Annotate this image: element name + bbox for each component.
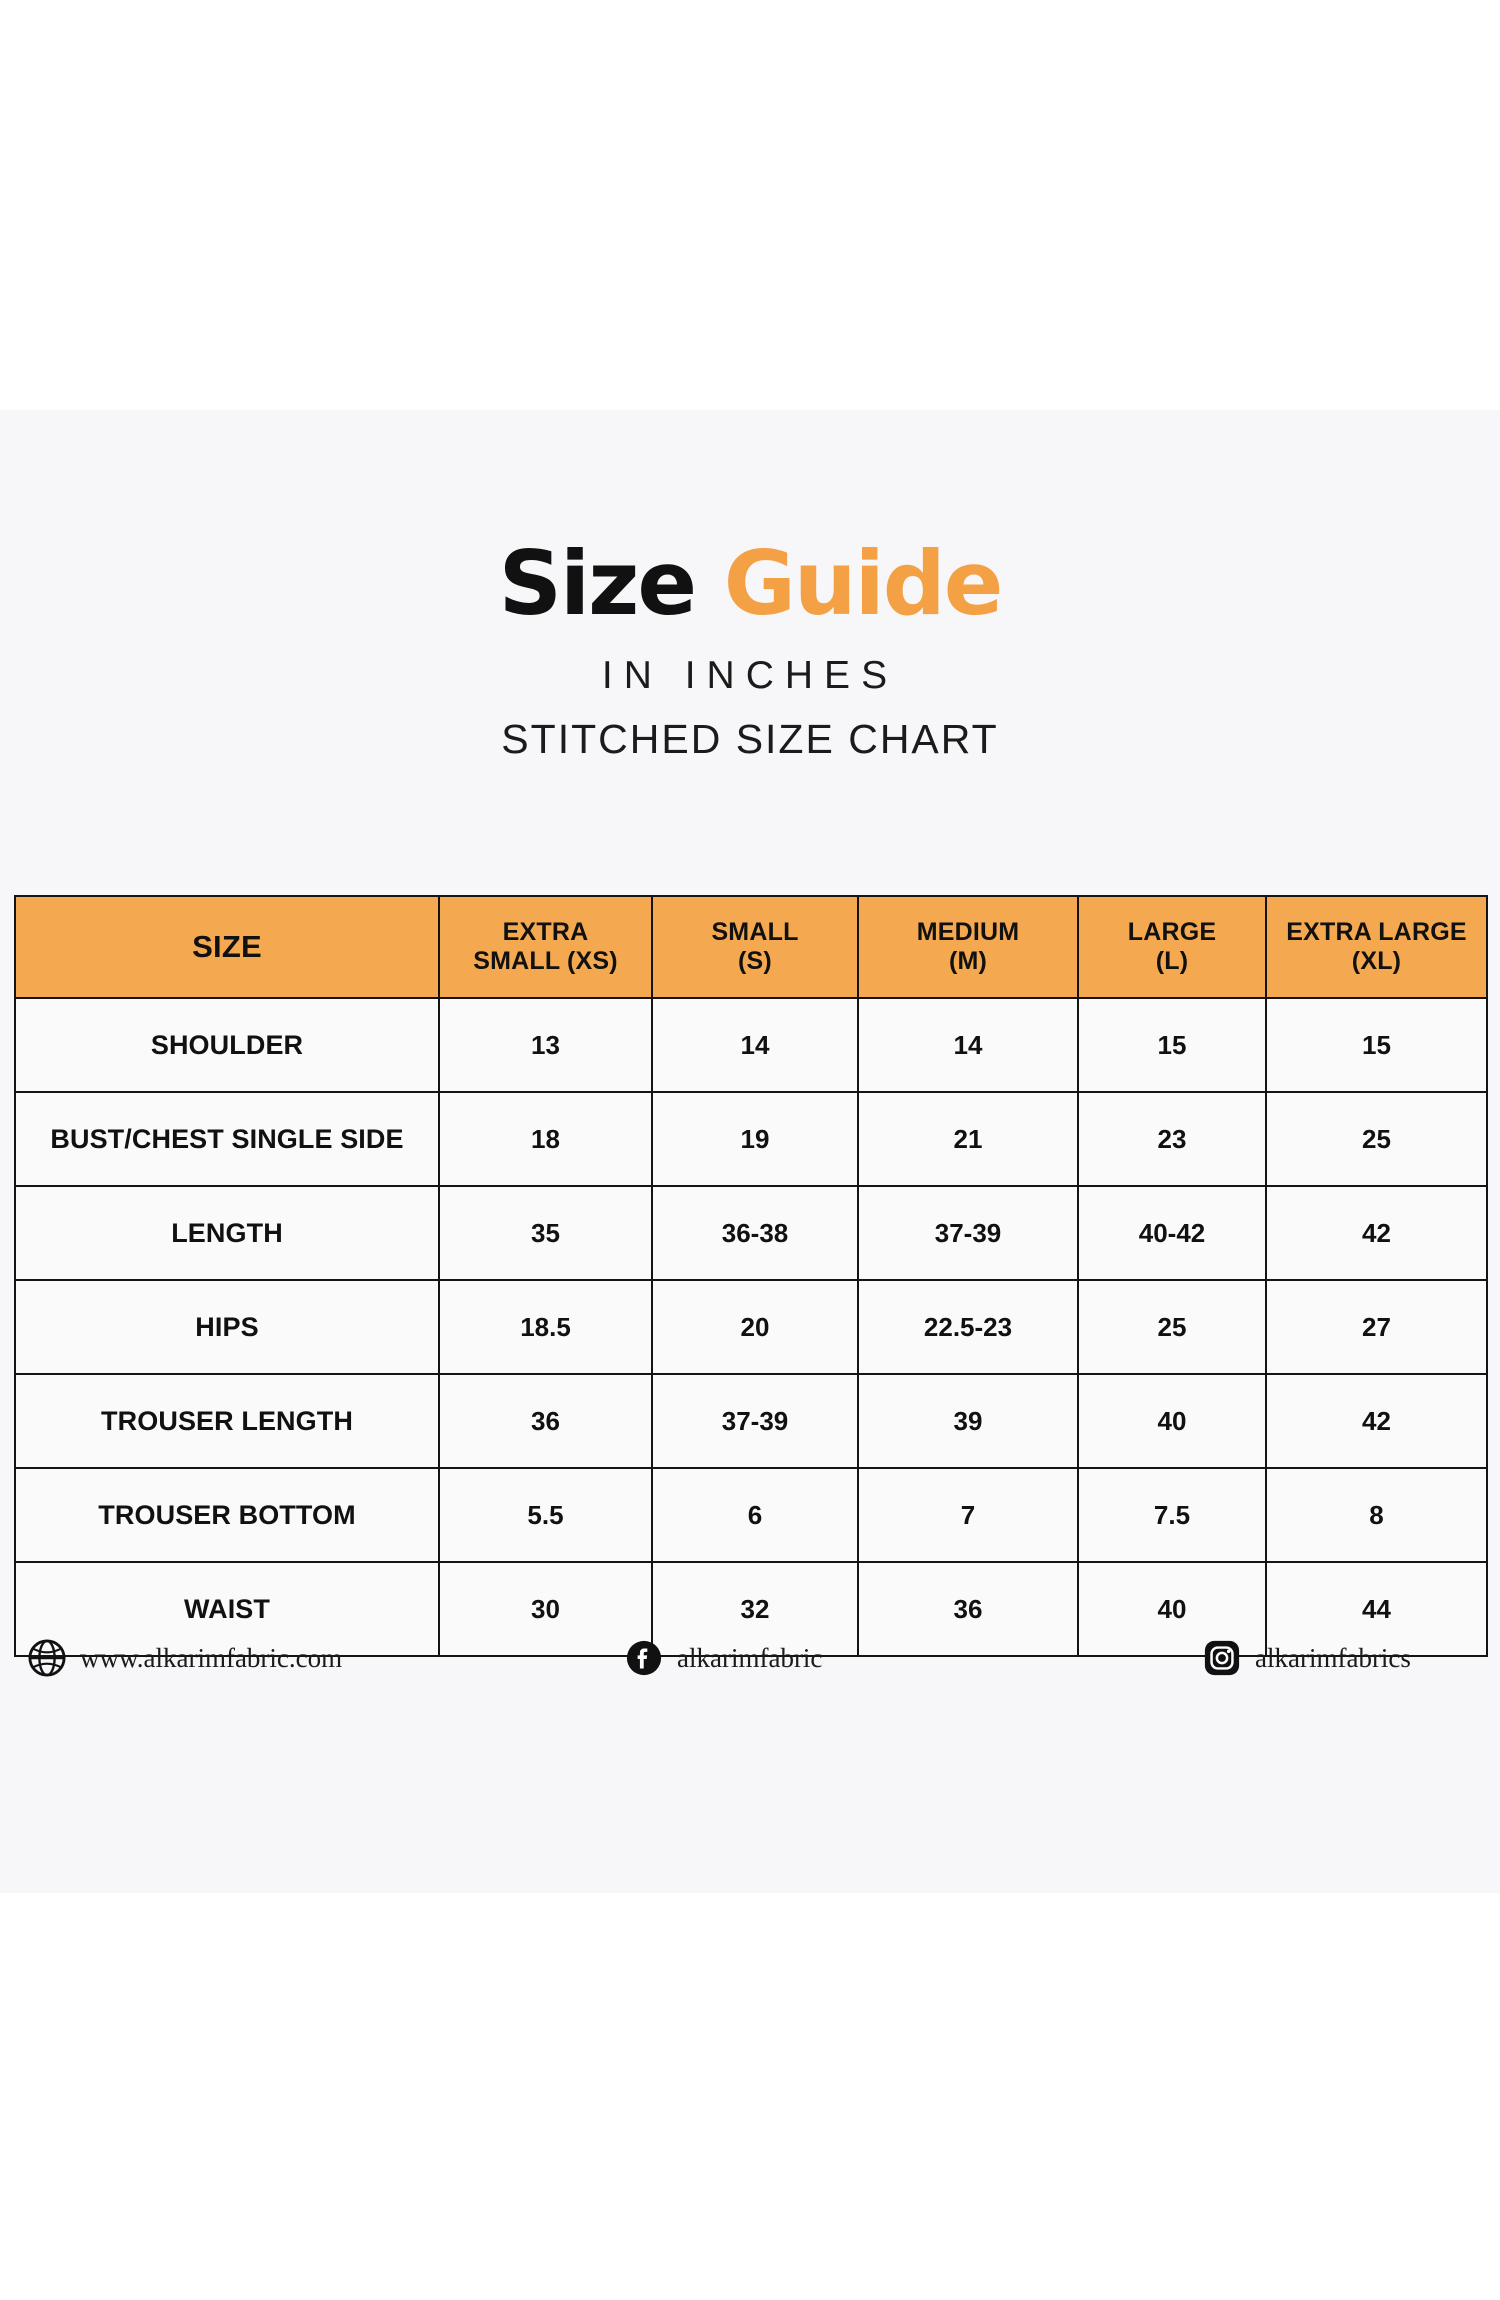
title-block <box>0 532 1500 763</box>
row-label: TROUSER BOTTOM <box>15 1468 439 1562</box>
cell-s: 14 <box>652 998 858 1092</box>
cell-l: 40 <box>1078 1374 1266 1468</box>
footer-website[interactable] <box>28 1639 342 1677</box>
cell-m: 37-39 <box>858 1186 1078 1280</box>
table-row <box>15 1468 1487 1562</box>
cell-xs: 18.5 <box>439 1280 652 1374</box>
cell-xl: 42 <box>1266 1374 1487 1468</box>
column-header-xl: EXTRA LARGE (XL) <box>1266 896 1487 998</box>
cell-s: 32 <box>652 1562 858 1656</box>
cell-l: 40-42 <box>1078 1186 1266 1280</box>
footer-facebook-label: alkarimfabric <box>677 1642 823 1673</box>
row-label: SHOULDER <box>15 998 439 1092</box>
cell-l: 25 <box>1078 1280 1266 1374</box>
subtitle-chart-type: STITCHED SIZE CHART <box>501 716 999 762</box>
cell-xl: 8 <box>1266 1468 1487 1562</box>
title-word-guide: Guide <box>723 532 1002 635</box>
cell-xl: 27 <box>1266 1280 1487 1374</box>
cell-xs: 13 <box>439 998 652 1092</box>
title-word-size: Size <box>498 532 696 635</box>
table-row <box>15 998 1487 1092</box>
cell-xl: 15 <box>1266 998 1487 1092</box>
cell-s: 36-38 <box>652 1186 858 1280</box>
cell-l: 15 <box>1078 998 1266 1092</box>
row-label: HIPS <box>15 1280 439 1374</box>
cell-m: 36 <box>858 1562 1078 1656</box>
cell-xl: 42 <box>1266 1186 1487 1280</box>
cell-l: 40 <box>1078 1562 1266 1656</box>
column-header-size: SIZE <box>15 896 439 998</box>
cell-xs: 18 <box>439 1092 652 1186</box>
footer-website-label: www.alkarimfabric.com <box>80 1642 343 1673</box>
row-label: BUST/CHEST SINGLE SIDE <box>15 1092 439 1186</box>
table-row <box>15 1092 1487 1186</box>
row-label: WAIST <box>15 1562 439 1656</box>
cell-s: 20 <box>652 1280 858 1374</box>
cell-m: 22.5-23 <box>858 1280 1078 1374</box>
cell-xs: 5.5 <box>439 1468 652 1562</box>
cell-xs: 30 <box>439 1562 652 1656</box>
cell-xl: 25 <box>1266 1092 1487 1186</box>
cell-xs: 36 <box>439 1374 652 1468</box>
cell-m: 39 <box>858 1374 1078 1468</box>
globe-icon <box>28 1639 66 1677</box>
cell-m: 14 <box>858 998 1078 1092</box>
table-header-row <box>15 896 1487 998</box>
row-label: LENGTH <box>15 1186 439 1280</box>
cell-s: 6 <box>652 1468 858 1562</box>
column-header-xs: EXTRA SMALL (XS) <box>439 896 652 998</box>
cell-l: 7.5 <box>1078 1468 1266 1562</box>
cell-m: 7 <box>858 1468 1078 1562</box>
table-row <box>15 1374 1487 1468</box>
page-title <box>0 532 1500 635</box>
column-header-m: MEDIUM (M) <box>858 896 1078 998</box>
cell-l: 23 <box>1078 1092 1266 1186</box>
facebook-icon <box>625 1639 663 1677</box>
column-header-s: SMALL (S) <box>652 896 858 998</box>
instagram-icon <box>1203 1639 1241 1677</box>
size-chart-table <box>14 895 1488 1657</box>
cell-xl: 44 <box>1266 1562 1487 1656</box>
footer-instagram[interactable] <box>1203 1639 1411 1677</box>
table-row <box>15 1280 1487 1374</box>
cell-s: 37-39 <box>652 1374 858 1468</box>
cell-xs: 35 <box>439 1186 652 1280</box>
footer-instagram-label: alkarimfabrics <box>1255 1642 1411 1673</box>
cell-m: 21 <box>858 1092 1078 1186</box>
footer <box>0 1605 1500 1715</box>
size-chart-table-wrap <box>14 895 1486 1657</box>
footer-facebook[interactable] <box>625 1639 822 1677</box>
row-label: TROUSER LENGTH <box>15 1374 439 1468</box>
subtitle-units: IN INCHES <box>601 654 899 697</box>
size-guide-panel <box>0 410 1500 1893</box>
column-header-l: LARGE (L) <box>1078 896 1266 998</box>
table-row <box>15 1186 1487 1280</box>
cell-s: 19 <box>652 1092 858 1186</box>
